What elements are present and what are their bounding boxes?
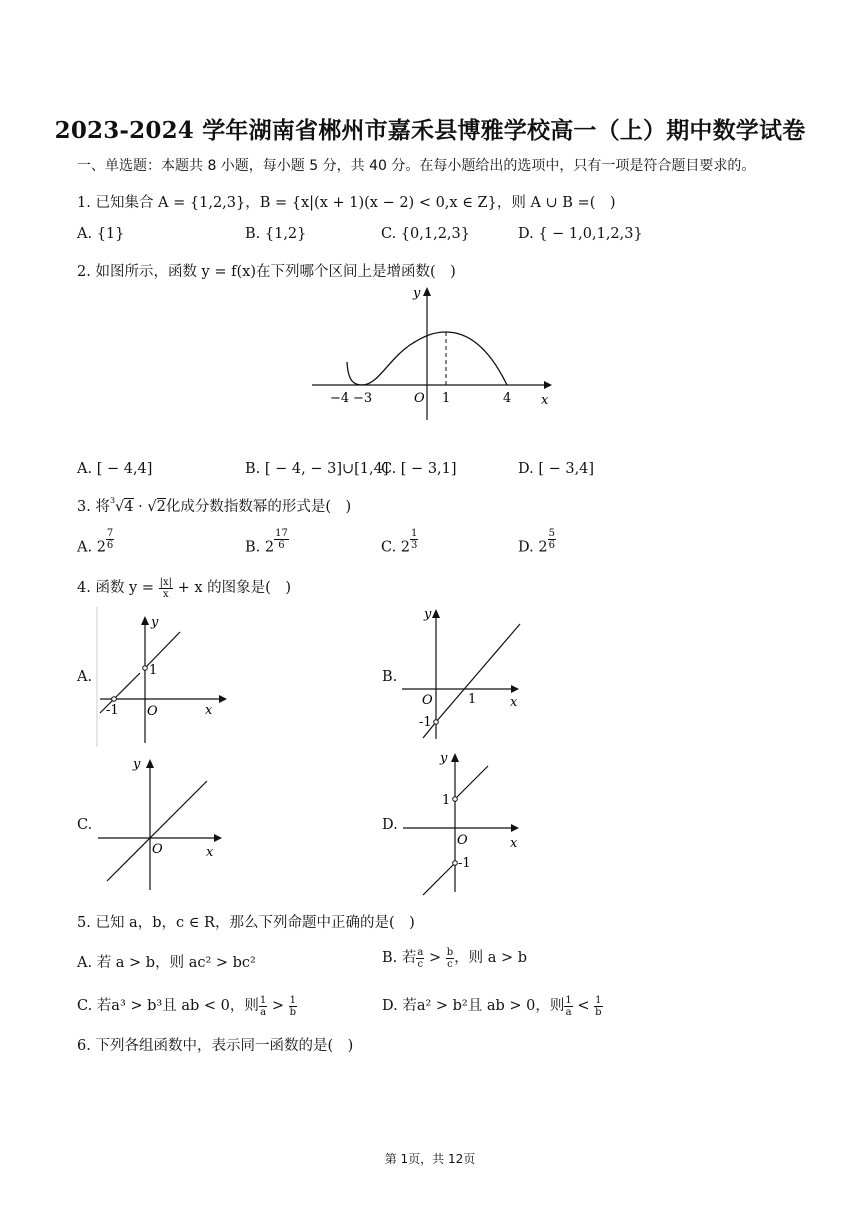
x-axis-arrow — [214, 834, 222, 842]
section-heading: 一、单选题：本题共 8 小题，每小题 5 分，共 40 分。在每小题给出的选项中，只有一项是符合题目要求的。 — [77, 158, 756, 174]
q3-option-c-base: C. 2 — [381, 539, 411, 556]
q3-root-index: 3 — [109, 496, 116, 506]
x-axis-arrow — [219, 695, 227, 703]
q1-option-c[interactable]: C. {0,1,2,3} — [381, 226, 470, 242]
q3-option-d-base: D. 2 — [518, 539, 548, 556]
q3-radicand-2: 2 — [156, 499, 166, 515]
y-axis-arrow — [423, 287, 431, 296]
q4-option-d-label[interactable]: D. — [382, 817, 398, 833]
line-left-branch — [423, 863, 455, 895]
q5-option-b-prefix: B. 若 — [382, 950, 417, 966]
y-label: y — [424, 607, 432, 622]
fraction-b-over-c: $\frac{b}{c}$ — [446, 946, 454, 970]
question-1-stem: 1. 已知集合 A = {1,2,3}，B = {x|(x + 1)(x − 2) < 0,x ∈ Z}，则 A ∪ B =( ) — [77, 195, 616, 211]
y-label: y — [133, 757, 141, 772]
question-6-stem: 6. 下列各组函数中，表示同一函数的是( ) — [77, 1038, 354, 1054]
q3-option-b-exponent: $\frac{17}{6}$ — [275, 528, 288, 551]
q4-graph-b[interactable] — [398, 604, 528, 744]
q3-option-c[interactable] — [381, 528, 418, 559]
q3-option-b[interactable] — [245, 528, 289, 559]
page-footer: 第 1页，共 12页 — [384, 1152, 476, 1166]
x-label: x — [205, 703, 213, 718]
fraction-a-over-c: $\frac{a}{c}$ — [417, 946, 424, 970]
line-y-equals-x — [107, 781, 207, 881]
q4-option-a-label[interactable]: A. — [77, 669, 93, 685]
fraction-1-over-b: $\frac{1}{b}$ — [595, 994, 602, 1018]
question-3-stem: 3. 将$^3$√4 · √2化成分数指数幂的形式是( ) — [77, 496, 352, 515]
y-axis-arrow — [451, 753, 459, 762]
q3-option-a[interactable] — [77, 528, 114, 559]
origin-label: O — [152, 842, 163, 857]
x-label: x — [206, 845, 214, 860]
x-axis-arrow — [511, 824, 519, 832]
x-axis-arrow — [511, 685, 519, 693]
question-2-stem: 2. 如图所示，函数 y = f(x)在下列哪个区间上是增函数( ) — [77, 264, 456, 280]
x-axis-arrow — [544, 381, 552, 389]
q3-option-a-base: A. 2 — [77, 539, 106, 556]
fraction-1-over-a: $\frac{1}{a}$ — [259, 994, 267, 1018]
q3-option-d-exponent: $\frac{5}{6}$ — [548, 528, 555, 551]
fraction-1-over-b: $\frac{1}{b}$ — [289, 994, 296, 1018]
open-point — [112, 697, 117, 702]
q3-prefix: 3. 将 — [77, 499, 110, 515]
y-label: y — [440, 751, 448, 766]
open-point — [453, 861, 458, 866]
q2-option-c[interactable]: C. [ − 3,1] — [381, 461, 457, 477]
q4-graph-a[interactable] — [95, 607, 235, 747]
q4-prefix: 4. 函数 y = — [77, 580, 155, 596]
q4-suffix: + x 的图象是( ) — [177, 580, 291, 596]
q2-option-a[interactable]: A. [ − 4,4] — [77, 461, 153, 477]
label-1: 1 — [149, 663, 158, 678]
x-label: x — [541, 393, 549, 408]
line-right-branch — [455, 766, 488, 799]
q3-option-b-base: B. 2 — [245, 539, 275, 556]
open-point — [143, 666, 148, 671]
label-1: 1 — [468, 692, 477, 707]
radical-icon: √ — [147, 499, 157, 515]
q2-option-d[interactable]: D. [ − 3,4] — [518, 461, 595, 477]
label-1: 1 — [442, 793, 451, 808]
origin-label: O — [422, 693, 433, 708]
q4-graph-c[interactable] — [95, 752, 230, 892]
origin-label: O — [147, 704, 158, 719]
q3-radicand-1: 4 — [124, 499, 134, 515]
y-label: y — [151, 615, 159, 630]
q4-option-b-label[interactable]: B. — [382, 669, 398, 685]
q2-function-graph — [300, 280, 560, 425]
q1-option-d[interactable]: D. { − 1,0,1,2,3} — [518, 226, 643, 242]
question-4-stem — [77, 576, 291, 600]
q5-option-d-prefix: D. 若a² > b²且 ab > 0，则 — [382, 998, 565, 1014]
q5-option-b-suffix: ，则 a > b — [454, 950, 528, 966]
q5-option-c-prefix: C. 若a³ > b³且 ab < 0，则 — [77, 998, 259, 1014]
fraction-1-over-a: $\frac{1}{a}$ — [565, 994, 572, 1018]
q1-option-b[interactable]: B. {1,2} — [245, 226, 307, 242]
line-right-branch — [436, 624, 520, 722]
open-point — [453, 797, 458, 802]
page-title: 2023-2024 学年湖南省郴州市嘉禾县博雅学校高一（上）期中数学试卷 — [54, 117, 806, 144]
q2-option-b[interactable]: B. [ − 4, − 3]∪[1,4] — [245, 461, 389, 477]
label-minus-1: -1 — [106, 703, 119, 718]
x-label: x — [510, 836, 518, 851]
q4-fraction: $\frac{|x|}{x}$ — [159, 576, 173, 600]
tick-minus-3: −3 — [353, 391, 373, 406]
line-left-branch-upper — [114, 673, 140, 699]
label-minus-1: -1 — [458, 856, 471, 871]
q3-suffix: 化成分数指数幂的形式是( ) — [165, 499, 352, 515]
origin-label: O — [457, 833, 468, 848]
y-axis-arrow — [146, 759, 154, 768]
radical-icon: √ — [115, 499, 125, 515]
q5-option-c[interactable]: C. 若a³ > b³且 ab < 0，则 $\frac{1}{a}$ > $\frac{1}{b}$ — [77, 994, 296, 1018]
q1-option-a[interactable]: A. {1} — [77, 226, 125, 242]
question-5-stem: 5. 已知 a，b，c ∈ R，那么下列命题中正确的是( ) — [77, 915, 415, 931]
y-label: y — [413, 286, 421, 301]
tick-minus-4: −4 — [330, 391, 350, 406]
x-label: x — [510, 695, 518, 710]
q3-option-c-exponent: $\frac{1}{3}$ — [411, 528, 418, 551]
q5-option-d[interactable]: D. 若a² > b²且 ab > 0，则 $\frac{1}{a}$ < $\frac{1}{b}$ — [382, 994, 602, 1018]
open-point — [434, 720, 439, 725]
q4-graph-d[interactable] — [398, 748, 528, 896]
q5-option-b[interactable]: B. 若 $\frac{a}{c}$ > $\frac{b}{c}$ ，则 a > b — [382, 946, 528, 970]
y-axis-arrow — [432, 609, 440, 618]
y-axis-arrow — [141, 616, 149, 625]
label-minus-1: -1 — [419, 715, 432, 730]
origin-label: O — [414, 391, 425, 406]
q3-option-d[interactable] — [518, 528, 556, 559]
q5-option-a[interactable]: A. 若 a > b，则 ac² > bc² — [77, 955, 256, 971]
tick-1: 1 — [442, 391, 451, 406]
tick-4: 4 — [503, 391, 512, 406]
q3-option-a-exponent: $\frac{7}{6}$ — [106, 528, 114, 551]
q4-option-c-label[interactable]: C. — [77, 817, 93, 833]
